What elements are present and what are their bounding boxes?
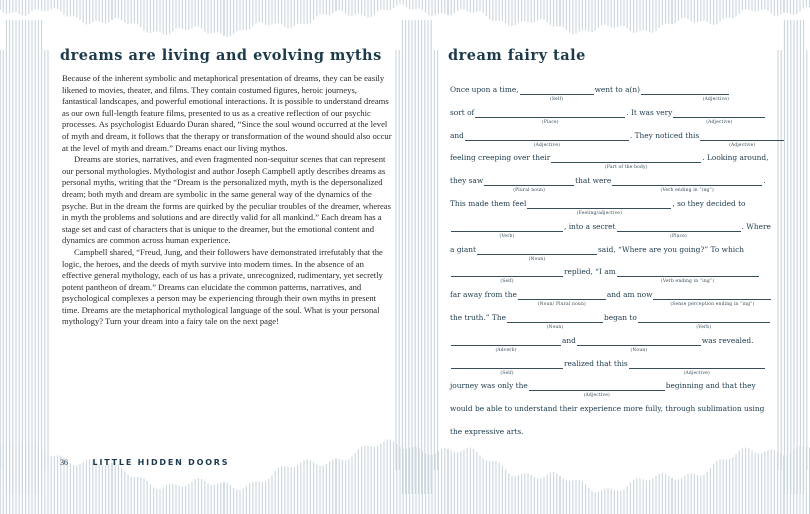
story-text: . bbox=[763, 176, 766, 186]
story-line bbox=[450, 131, 768, 154]
blank-hint-label: (Verb ending in “ing”) bbox=[660, 188, 714, 194]
story-text: , so they decided to bbox=[672, 198, 746, 208]
story-text: and bbox=[450, 130, 464, 140]
story-text: realized that this bbox=[564, 358, 628, 368]
fill-in-blank[interactable] bbox=[465, 131, 629, 148]
fill-in-blank[interactable] bbox=[518, 290, 606, 308]
story-text: went to a(n) bbox=[594, 85, 641, 94]
story-line bbox=[450, 221, 771, 245]
left-page-title: dreams are living and evolving myths bbox=[60, 47, 382, 64]
fill-in-blank[interactable] bbox=[673, 108, 765, 125]
blank-hint-label: (Place) bbox=[670, 233, 687, 239]
story-line bbox=[450, 290, 768, 313]
blank-hint-label: (Adverb) bbox=[495, 347, 517, 353]
story-text: replied, “I am bbox=[564, 267, 616, 277]
story-line bbox=[450, 336, 768, 359]
fill-in-blank[interactable] bbox=[451, 336, 561, 353]
story-text: and bbox=[562, 335, 576, 345]
fill-in-blank[interactable] bbox=[577, 336, 701, 353]
story-text: . It was very bbox=[626, 107, 673, 117]
blank-hint-label: (Verb ending in “ing”) bbox=[660, 279, 715, 285]
blank-hint-label: (Self) bbox=[500, 279, 514, 285]
story-line bbox=[450, 199, 768, 222]
fill-in-blank[interactable] bbox=[641, 85, 730, 102]
fill-in-blank[interactable] bbox=[612, 176, 762, 194]
story-text: beginning and that they bbox=[665, 381, 756, 391]
blank-hint-label: (Place) bbox=[541, 119, 559, 125]
fill-in-blank[interactable] bbox=[451, 222, 563, 239]
fill-in-blank[interactable] bbox=[529, 381, 665, 399]
left-page-body bbox=[62, 73, 394, 328]
story-text: feeling creeping over their bbox=[450, 153, 551, 163]
story-text: the truth.” The bbox=[450, 312, 506, 322]
story-line bbox=[450, 153, 768, 176]
fill-in-blank[interactable] bbox=[653, 290, 771, 308]
fill-in-blank[interactable] bbox=[551, 153, 701, 171]
fill-in-blank[interactable] bbox=[477, 245, 597, 262]
blank-hint-label: (Self) bbox=[549, 97, 564, 102]
story-text: said, “Where are you going?” To which bbox=[598, 244, 744, 254]
story-text: would be able to understand their experience more fully, through sublimation using bbox=[450, 404, 765, 414]
story-line bbox=[450, 427, 768, 450]
story-text: a giant bbox=[450, 244, 476, 254]
fill-in-blank[interactable] bbox=[617, 267, 759, 285]
blank-hint-label: (Adjective) bbox=[683, 370, 710, 376]
story-line bbox=[450, 267, 768, 290]
story-line bbox=[450, 245, 768, 268]
story-text: . Where bbox=[741, 221, 771, 231]
blank-hint-label: (Noun) bbox=[528, 256, 546, 262]
body-paragraph: Campbell shared, “Freud, Jung, and their followers have demonstrated irrefutably that the logic, the heroes, and the deeds of myth survive into modern times. In the absence of an effective general mythology, each of us has a private, unrecognized, rudimentary, yet secretly potent pantheon of dream.” Dreams can elucidate the common patterns, narratives, and psychological complexes a person may be experiencing through their own myths in present time. Dreams are the metaphorical mythological language of the soul. What is your personal mythology? Turn your dream into a fairy tale on the next page! bbox=[62, 246, 383, 327]
story-text: was revealed. bbox=[701, 335, 754, 345]
fill-in-blank[interactable] bbox=[629, 359, 765, 376]
blank-hint-label: (Sense perception ending in “ing”) bbox=[670, 302, 755, 308]
page-footer bbox=[60, 458, 229, 467]
story-line bbox=[450, 359, 768, 382]
blank-hint-label: (Verb) bbox=[499, 233, 515, 239]
fill-in-blank[interactable] bbox=[475, 108, 625, 125]
fill-in-blank[interactable] bbox=[520, 85, 594, 102]
blank-hint-label: (Self) bbox=[500, 370, 514, 376]
blank-hint-label: (Adjective) bbox=[533, 142, 561, 148]
story-line bbox=[450, 85, 768, 108]
story-text: that were bbox=[575, 176, 612, 186]
fill-in-blank[interactable] bbox=[700, 131, 784, 148]
fill-in-blank[interactable] bbox=[617, 222, 741, 239]
story-text: began to bbox=[604, 312, 637, 322]
story-line bbox=[450, 313, 768, 336]
blank-hint-label: (Part of the body) bbox=[604, 165, 648, 171]
story-line bbox=[450, 381, 768, 404]
right-page-title: dream fairy tale bbox=[448, 47, 586, 64]
blank-hint-label: (Plural noun) bbox=[513, 188, 546, 194]
blank-hint-label: (Verb) bbox=[696, 324, 712, 330]
story-text: , into a secret bbox=[564, 221, 616, 231]
page-number: 36 bbox=[60, 458, 68, 467]
body-paragraph: Dreams are stories, narratives, and even fragmented non-sequitur scenes that can represent our personal mythologies. Mythologist and author Joseph Campbell aptly describes dreams as personal myths, writing that the “Dream is the personalized myth, myth is the depersonalized dream; both myth and dream are symbolic in the same general way of the dynamics of the psyche. But in the dream the forms are quirked by the peculiar troubles of the dreamer, whereas in myth the problems and solutions and are directly valid for all mankind.” Each dream has a stage set and cast of characters that is unique to the dreamer, but the emotional content and dynamics are common across human experience. bbox=[62, 154, 391, 246]
blank-hint-label: (Feeling/adjective) bbox=[576, 210, 622, 216]
blank-hint-label: (Adjective) bbox=[706, 119, 733, 125]
story-text: they saw bbox=[450, 176, 484, 186]
fill-in-blank[interactable] bbox=[507, 313, 603, 330]
story-text: far away from the bbox=[450, 290, 517, 300]
fill-in-blank[interactable] bbox=[451, 267, 563, 285]
fill-in-blank[interactable] bbox=[527, 199, 671, 216]
story-text: . They noticed this bbox=[629, 130, 700, 140]
fill-in-blank[interactable] bbox=[638, 313, 770, 330]
blank-hint-label: (Noun) bbox=[546, 324, 564, 330]
story-text: journey was only the bbox=[450, 381, 528, 391]
story-line bbox=[450, 108, 768, 131]
story-text: the expressive arts. bbox=[450, 426, 524, 436]
body-paragraph: Because of the inherent symbolic and metaphorical presentation of dreams, they can be easily likened to movies, theater, and films. They contain costumed figures, heroic journeys, fantastical landscapes, and powerful emotional interactions. It is possible to understand dreams as our own full-length feature films, presented to us as a creative reflection of our psychic processes. As psychologist Eduardo Duran shared, “Since the soul wound occurred at the level of myth and dream, it follows that the therapy or transformation of the wound should also occur at the level of myth and dream.” Dreams enact our living mythos. bbox=[62, 73, 392, 153]
story-text: This made them feel bbox=[450, 198, 527, 208]
blank-hint-label: (Adjective) bbox=[583, 393, 610, 399]
blank-hint-label: (Adjective) bbox=[702, 97, 730, 102]
fill-in-blank[interactable] bbox=[484, 176, 574, 194]
blank-hint-label: (Adjective) bbox=[729, 142, 756, 148]
story-text: . Looking around, bbox=[702, 153, 769, 163]
blank-hint-label: (Noun) bbox=[630, 347, 648, 353]
story-text: sort of bbox=[450, 107, 475, 117]
story-text: and am now bbox=[606, 290, 653, 300]
story-line bbox=[450, 176, 768, 199]
story-line bbox=[450, 404, 768, 427]
fairy-tale-fill-in bbox=[450, 85, 771, 450]
blank-hint-label: (Noun/ Plural noun) bbox=[537, 302, 586, 308]
fill-in-blank[interactable] bbox=[451, 359, 563, 376]
story-text: Once upon a time, bbox=[450, 85, 519, 94]
running-book-title: LITTLE HIDDEN DOORS bbox=[92, 458, 230, 467]
